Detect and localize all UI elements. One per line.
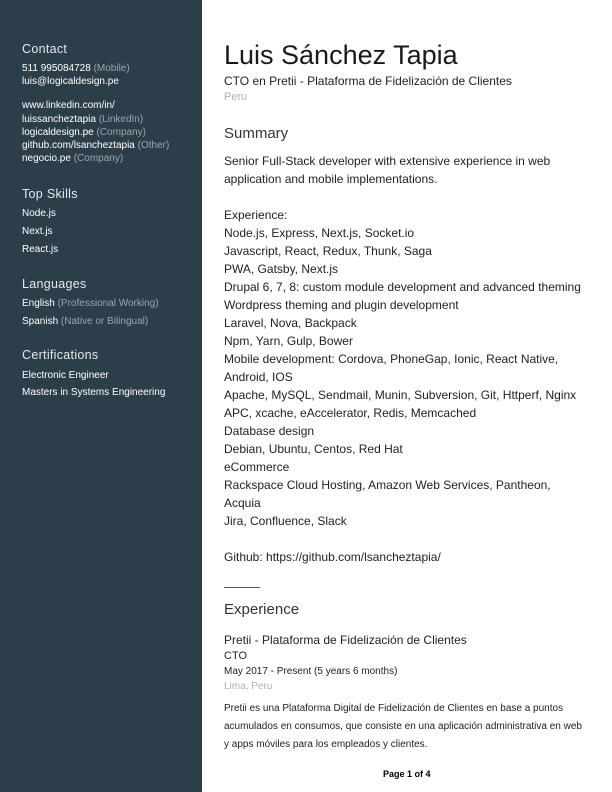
- page-number: Page 1 of 4: [383, 769, 431, 779]
- link-label: (Company): [73, 153, 124, 164]
- sidebar: [0, 0, 202, 792]
- link-label: (Other): [137, 140, 170, 151]
- job-description: Pretii es una Plataforma Digital de Fidelización de Clientes en base a puntos acumulados en consumos, que consiste en una aplicación administrativa en web y apps móviles para los empleados y clientes.: [224, 703, 582, 750]
- certification-item: Electronic Engineer: [22, 370, 109, 381]
- job-company: Pretii - Plataforma de Fidelización de Clientes: [224, 633, 467, 647]
- certification-item: Masters in Systems Engineering: [22, 387, 166, 398]
- email[interactable]: luis@logicaldesign.pe: [22, 76, 119, 87]
- job-dates: May 2017 - Present (5 years 6 months): [224, 666, 398, 677]
- link-label: (Company): [96, 127, 146, 138]
- language-level: (Professional Working): [57, 298, 159, 309]
- skill-item: Node.js: [22, 208, 56, 219]
- negocio-link[interactable]: [22, 153, 123, 166]
- languages-heading: Languages: [22, 277, 87, 291]
- profile-name: Luis Sánchez Tapia: [224, 40, 458, 70]
- link-label: (LinkedIn): [98, 114, 144, 125]
- github-link[interactable]: [22, 140, 169, 153]
- language-name: Spanish: [22, 316, 59, 327]
- phone: [22, 63, 130, 76]
- link-text: logicaldesign.pe: [22, 127, 94, 138]
- section-divider: [224, 587, 260, 588]
- skill-item: Next.js: [22, 226, 53, 237]
- summary-heading: Summary: [224, 125, 289, 142]
- language-level: (Native or Bilingual): [60, 316, 149, 327]
- top-skills-heading: Top Skills: [22, 187, 78, 201]
- language-item: [22, 298, 159, 311]
- linkedin-link[interactable]: [22, 114, 143, 127]
- certifications-heading: Certifications: [22, 348, 99, 362]
- company-link[interactable]: [22, 127, 146, 140]
- job-location: Lima, Peru: [224, 681, 273, 692]
- phone-number: 511 995084728: [22, 63, 91, 74]
- linkedin-link-1[interactable]: www.linkedin.com/in/: [22, 100, 115, 111]
- link-text: luissancheztapia: [22, 114, 96, 125]
- location: Peru: [224, 91, 248, 103]
- language-name: English: [22, 298, 55, 309]
- contact-heading: Contact: [22, 42, 68, 56]
- language-item: [22, 316, 148, 329]
- headline: CTO en Pretii - Plataforma de Fidelización de Clientes: [224, 74, 512, 88]
- link-text: negocio.pe: [22, 153, 71, 164]
- phone-label: (Mobile): [93, 63, 130, 74]
- experience-heading: Experience: [224, 601, 300, 618]
- summary-text: Senior Full-Stack developer with extensive experience in web application and mobile implementations. Experience: Node.js, Express, Next.js, Socket.io Javascript, React, Redux, Thunk, Saga PWA, Gatsby, Next.js Drupal 6, 7, 8: custom module development and advanced theming Wordpress theming and plugin development Laravel, Nova, Backpack Npm, Yarn, Gulp, Bower Mobile development: Cordova, PhoneGap, Ionic, React Native, Android, IOS Apache, MySQL, Sendmail, Munin, Subversion, Git, Httperf, Nginx APC, xcache, eAccelerator, Redis, Memcached Database design Debian, Ubuntu, Centos, Red Hat eCommerce Rackspace Cloud Hosting, Amazon Web Services, Pantheon, Acquia Jira, Confluence, Slack Github: https://github.com/lsancheztapia/: [224, 154, 581, 564]
- link-text: github.com/lsancheztapia: [22, 140, 135, 151]
- job-title: CTO: [224, 650, 248, 662]
- skill-item: React.js: [22, 244, 59, 255]
